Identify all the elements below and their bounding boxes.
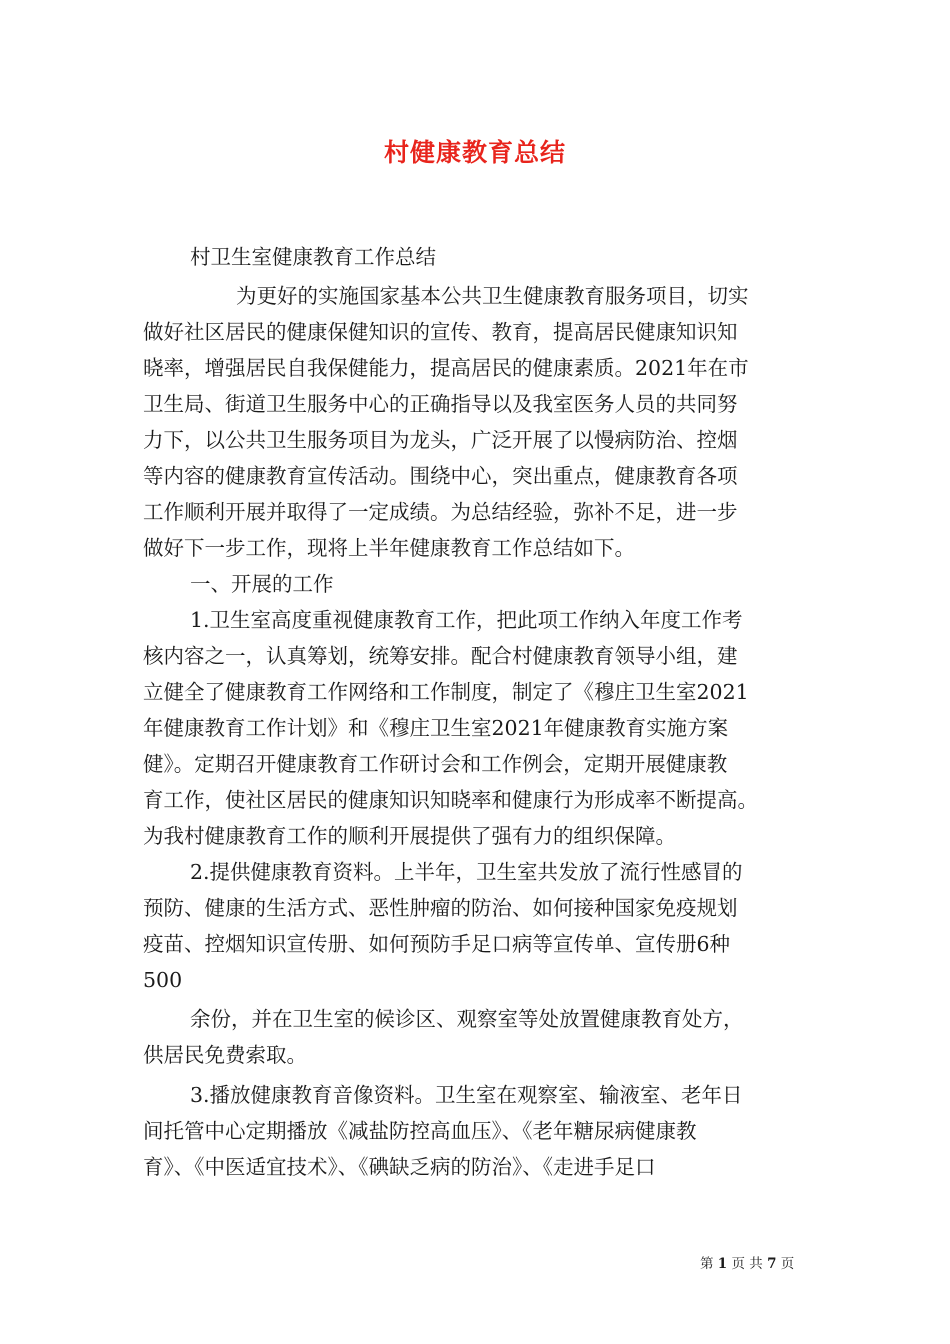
body-line: 疫苗、控烟知识宣传册、如何预防手足口病等宣传单、宣传册6种 xyxy=(143,932,731,956)
footer-prefix: 第 xyxy=(700,1256,714,1272)
body-line: 为我村健康教育工作的顺利开展提供了强有力的组织保障。 xyxy=(143,824,676,848)
page-footer xyxy=(700,1252,794,1272)
document-title: 村健康教育总结 xyxy=(383,138,566,167)
body-line: 余份，并在卫生室的候诊区、观察室等处放置健康教育处方， xyxy=(190,1007,744,1031)
body-line: 村卫生室健康教育工作总结 xyxy=(190,245,436,269)
page-total: 7 xyxy=(767,1256,777,1272)
body-line: 工作顺利开展并取得了一定成绩。为总结经验，弥补不足，进一步 xyxy=(143,500,738,524)
body-line: 卫生局、街道卫生服务中心的正确指导以及我室医务人员的共同努 xyxy=(143,392,738,416)
body-line: 立健全了健康教育工作网络和工作制度，制定了《穆庄卫生室2021 xyxy=(143,680,749,704)
body-line: 核内容之一，认真筹划，统筹安排。配合村健康教育领导小组，建 xyxy=(143,644,738,668)
body-line: 2.提供健康教育资料。上半年，卫生室共发放了流行性感冒的 xyxy=(190,860,743,884)
body-line: 力下，以公共卫生服务项目为龙头，广泛开展了以慢病防治、控烟 xyxy=(143,428,738,452)
footer-suffix: 页 xyxy=(780,1256,795,1272)
body-line: 1.卫生室高度重视健康教育工作，把此项工作纳入年度工作考 xyxy=(190,608,743,632)
body-line: 3.播放健康教育音像资料。卫生室在观察室、输液室、老年日 xyxy=(190,1083,743,1107)
body-line: 健》。定期召开健康教育工作研讨会和工作例会，定期开展健康教 xyxy=(143,752,728,776)
body-line: 做好社区居民的健康保健知识的宣传、教育，提高居民健康知识知 xyxy=(143,320,738,344)
body-line: 育工作，使社区居民的健康知识知晓率和健康行为形成率不断提高。 xyxy=(143,788,758,812)
page-number: 1 xyxy=(717,1256,728,1272)
body-line: 育》、《中医适宜技术》、《碘缺乏病的防治》、《走进手足口 xyxy=(143,1155,656,1179)
body-line: 预防、健康的生活方式、恶性肿瘤的防治、如何接种国家免疫规划 xyxy=(143,896,738,920)
body-line: 间托管中心定期播放《减盐防控高血压》、《老年糖尿病健康教 xyxy=(143,1119,697,1143)
body-line: 做好下一步工作，现将上半年健康教育工作总结如下。 xyxy=(143,536,635,560)
body-line: 为更好的实施国家基本公共卫生健康教育服务项目，切实 xyxy=(236,284,749,308)
section-heading: 一、开展的工作 xyxy=(190,572,334,596)
body-line: 等内容的健康教育宣传活动。围绕中心，突出重点，健康教育各项 xyxy=(143,464,738,488)
body-line: 年健康教育工作计划》和《穆庄卫生室2021年健康教育实施方案 xyxy=(143,716,729,740)
footer-middle: 页 共 xyxy=(731,1256,763,1272)
body-line: 供居民免费索取。 xyxy=(143,1043,307,1067)
body-line: 500 xyxy=(143,968,183,992)
body-line: 晓率，增强居民自我保健能力，提高居民的健康素质。2021年在市 xyxy=(143,356,749,380)
